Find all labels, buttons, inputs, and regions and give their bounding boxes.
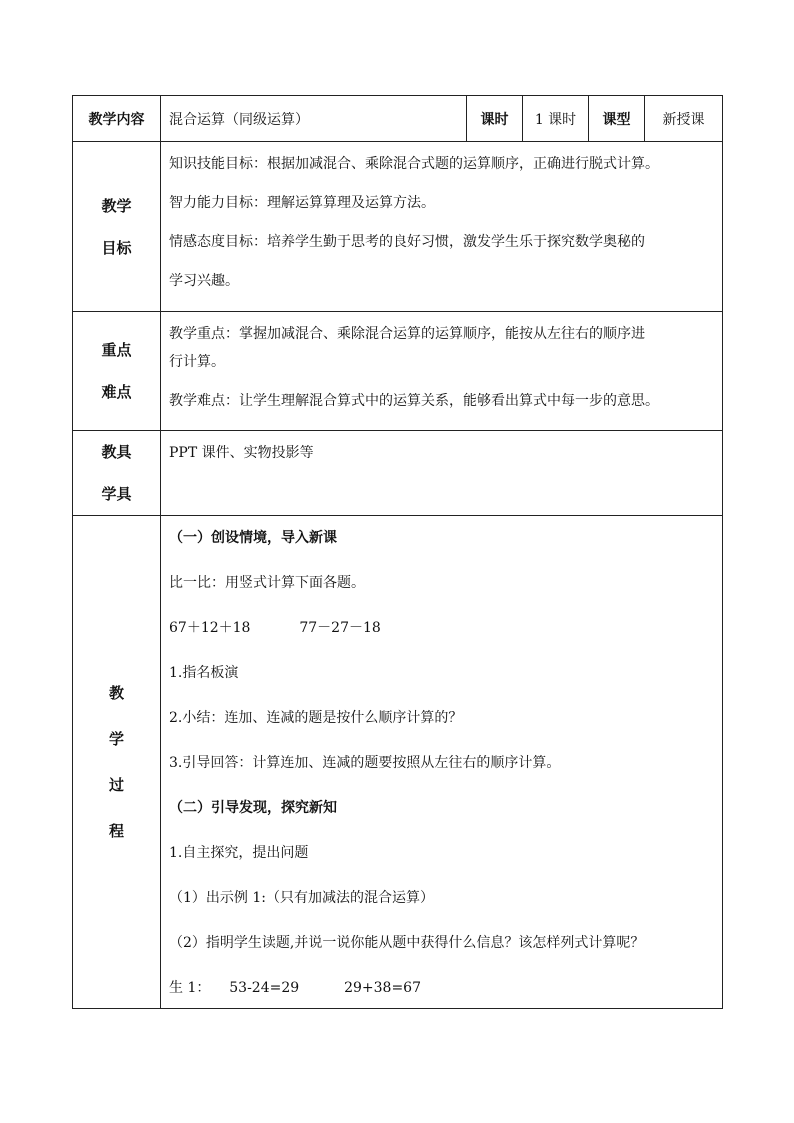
objectives-row (73, 142, 723, 312)
step-2: 2.小结：连加、连减的题是按什么顺序计算的？ (169, 710, 463, 726)
content-value: 混合运算（同级运算） (161, 96, 467, 142)
difficulty: 教学难点：让学生理解混合算式中的运算关系，能够看出算式中每一步的意思。 (169, 393, 659, 409)
expressions (169, 614, 718, 642)
objective-knowledge: 知识技能目标：根据加减混合、乘除混合式题的运算顺序，正确进行脱式计算。 (169, 156, 659, 172)
process-content (161, 516, 723, 1009)
objective-attitude-line2: 学习兴趣。 (169, 273, 239, 289)
objective-ability: 智力能力目标：理解运算算理及运算方法。 (169, 195, 435, 211)
focus-line2: 行计算。 (169, 354, 225, 370)
tools-content (161, 431, 723, 516)
expression-2: 77－27－18 (299, 620, 381, 636)
focus-line1: 教学重点：掌握加减混合、乘除混合运算的运算顺序，能按从左往右的顺序进 (169, 326, 645, 342)
hours-value: 1 课时 (523, 96, 589, 142)
tools-row (73, 431, 723, 516)
objectives-label (73, 142, 161, 312)
keypoints-content (161, 312, 723, 431)
compare-text: 比一比：用竖式计算下面各题。 (169, 575, 365, 591)
step-1: 1.指名板演 (169, 665, 239, 681)
student-label: 生 1： (169, 980, 211, 996)
step-3: 3.引导回答：计算连加、连减的题要按照从左往右的顺序计算。 (169, 755, 561, 771)
lesson-plan-table (72, 95, 723, 1009)
tools-label-line1: 教具 (101, 443, 132, 461)
process-label-char: 程 (108, 822, 124, 840)
objectives-content (161, 142, 723, 312)
tools-label (73, 431, 161, 516)
hours-label: 课时 (467, 96, 523, 142)
content-label: 教学内容 (73, 96, 161, 142)
process-label (73, 516, 161, 1009)
tools-text: PPT 课件、实物投影等 (169, 445, 314, 461)
section1-title: （一）创设情境，导入新课 (169, 530, 337, 546)
type-label: 课型 (589, 96, 645, 142)
header-row (73, 96, 723, 142)
keypoints-label-line1: 重点 (101, 341, 132, 359)
explore-text: 1.自主探究，提出问题 (169, 845, 309, 861)
expression-1: 67＋12＋18 (169, 620, 251, 636)
process-row (73, 516, 723, 1009)
process-label-char: 教 (108, 684, 124, 702)
example-2: （2）指明学生读题,并说一说你能从题中获得什么信息？该怎样列式计算呢？ (169, 935, 645, 951)
example-1: （1）出示例 1:（只有加减法的混合运算） (169, 890, 434, 906)
objectives-label-line1: 教学 (101, 196, 132, 215)
student-eq1: 53-24=29 (229, 980, 300, 996)
process-label-char: 过 (108, 776, 124, 794)
keypoints-row (73, 312, 723, 431)
keypoints-label (73, 312, 161, 431)
section2-title: （二）引导发现，探究新知 (169, 800, 337, 816)
objective-attitude-line1: 情感态度目标：培养学生勤于思考的良好习惯，激发学生乐于探究数学奥秘的 (169, 234, 645, 250)
type-value: 新授课 (645, 96, 723, 142)
student-answer (169, 974, 718, 1002)
objectives-label-line2: 目标 (101, 238, 132, 257)
process-label-char: 学 (108, 730, 124, 748)
keypoints-label-line2: 难点 (101, 383, 132, 401)
student-eq2: 29+38=67 (344, 980, 421, 996)
tools-label-line2: 学具 (101, 485, 132, 503)
